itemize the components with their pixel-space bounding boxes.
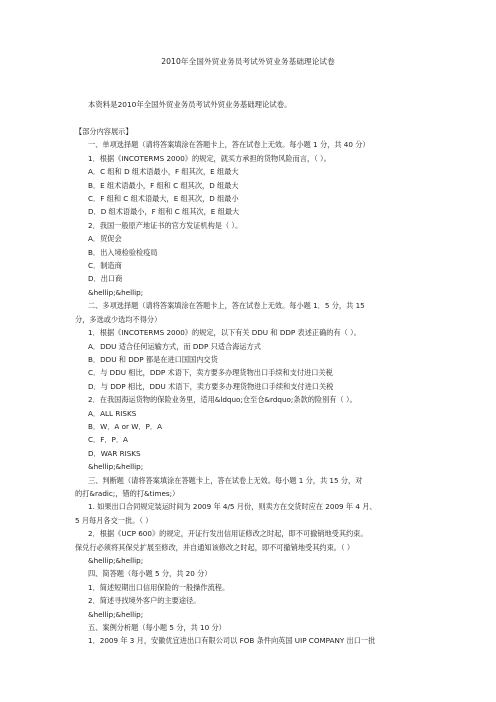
body-line: B．E 组术语最小，F 组和 C 组其次，D 组最大 [88,180,239,190]
body-line: 分，多选或少选均不得分） [75,314,162,324]
body-line: C．F 组和 C 组术语最大，E 组其次，D 组最小 [88,194,239,204]
body-line: 2．简述寻找境外客户的主要途径。 [88,596,201,606]
body-line: 5 月每月各交一批。（ ） [75,515,153,525]
body-line: D．D 组术语最小，F 组和 C 组其次，E 组最大 [88,207,240,217]
body-line: C．与 DDU 相比，DDP 术语下，卖方要多办理货物出口手续和支付进口关税 [88,368,333,378]
body-line: 2．我国一般原产地证书的官方发证机构是（ ）。 [88,220,243,230]
document-intro: 本资料是2010年全国外贸业务员考试外贸业务基础理论试卷。 [88,100,292,109]
body-line: 1. 如果出口合同规定装运时间为 2009 年 4/5 月份，则卖方在交货时应在 2009 年 4 月、 [88,502,377,512]
body-line: D．WAR RISKS [88,448,141,458]
body-line: A．DDU 适合任何运输方式，而 DDP 只适合海运方式 [88,341,261,351]
body-line: 四、简答题（每小题 5 分，共 20 分） [88,569,212,579]
body-line: A．ALL RISKS [88,408,137,418]
body-line: &hellip;&hellip; [88,556,144,565]
body-line: 一、单项选择题（请将答案填涂在答题卡上，答在试卷上无效。每小题 1 分，共 40 分） [88,140,370,150]
body-line: B．DDU 和 DDP 都是在进口国国内交货 [88,354,218,364]
body-line: 五、案例分析题（每小题 5 分，共 10 分） [88,623,226,633]
body-line: 保兑行必须将其保兑扩展至修改，并自通知该修改之时起，即不可撤销地受其约束。（ ） [75,542,355,552]
body-line: D．出口商 [88,274,123,284]
body-line: 二、多项选择题（请将答案填涂在答题卡上，答在试卷上无效。每小题 1．5 分，共 15 [88,301,365,311]
body-line: A．C 组和 D 组术语最小，F 组其次，E 组最大 [88,167,239,177]
document-body [75,125,425,648]
body-line: &hellip;&hellip; [88,287,144,297]
body-line: A．贸促会 [88,234,122,244]
body-line: 的打&radic;，错的打&times;） [75,488,180,498]
body-line: B．W．A or W．P．A [88,421,162,431]
body-line: 三、判断题（请将答案填涂在答题卡上，答在试卷上无效。每小题 1 分，共 15 分，对 [88,475,363,485]
body-line: 1．简述短期出口信用保险的一般操作流程。 [88,582,230,592]
body-line: 1．根据《INCOTERMS 2000》的规定，就买方承担的货物风险而言，（ ）。 [88,153,331,163]
body-line: 1．2009 年 3 月，安徽优宜进出口有限公司以 FOB 条件向英国 UIP COMPANY 出口一批 [88,636,376,646]
body-line: &hellip;&hellip; [88,609,144,619]
body-line: 【部分内容展示】 [75,127,133,136]
body-line: C．制造商 [88,261,122,271]
body-line: 2．根据《UCP 600》的规定，开证行发出信用证修改之时起，即不可撤销地受其约束。 [88,529,368,539]
body-line: 2．在我国海运货物的保险业务里，适用&ldquo;仓至仓&rdquo;条款的险别有（ ）。 [88,395,357,405]
body-line: D．与 DDP 相比，DDU 术语下，卖方要多办理货物进口手续和支付进口关税 [88,381,334,391]
body-line: C．F．P．A [88,435,128,445]
document-title: 2010年全国外贸业务员考试外贸业务基础理论试卷 [161,57,335,66]
body-line: B．出入境检验检疫局 [88,247,158,257]
body-line: &hellip;&hellip; [88,462,144,472]
body-line: 1．根据《INCOTERMS 2000》的规定，以下有关 DDU 和 DDP 表述正确的有（ ）。 [88,328,361,338]
